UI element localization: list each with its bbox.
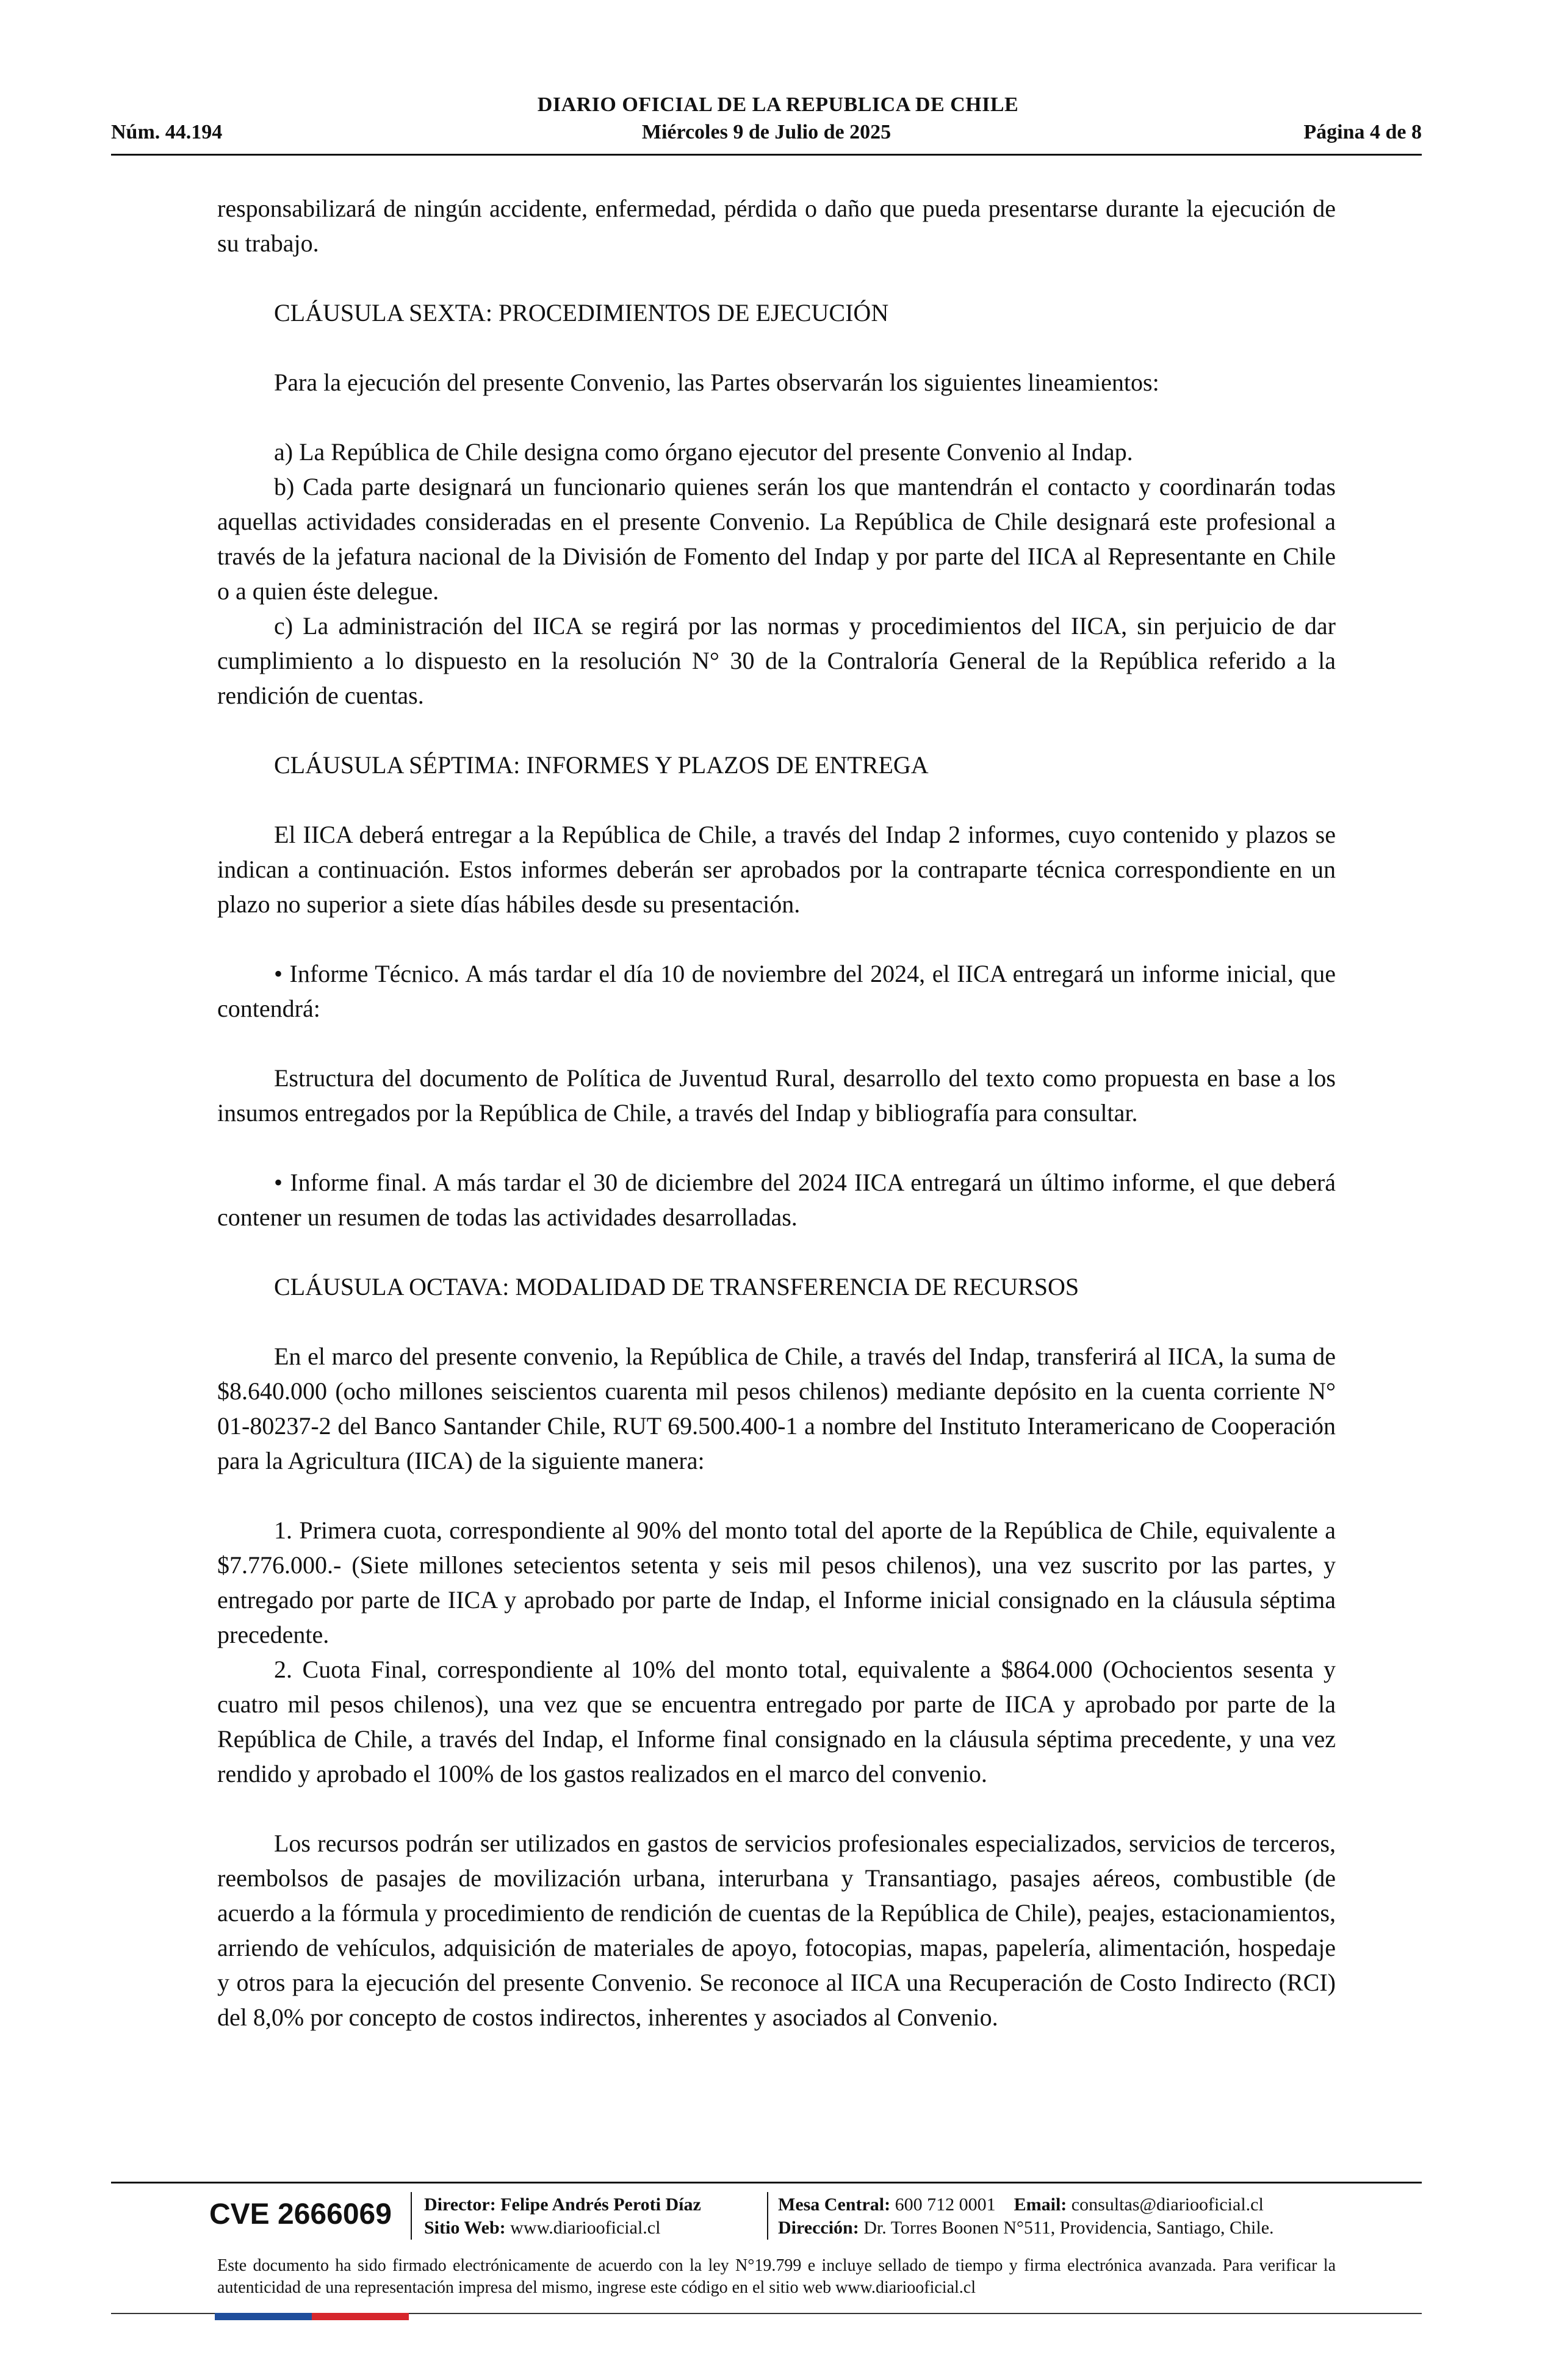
flag-red-stripe [312,2313,409,2320]
director-label: Director: [424,2194,496,2215]
clause-seven-heading: CLÁUSULA SÉPTIMA: INFORMES Y PLAZOS DE ENTREGA [274,751,929,779]
footer-divider [111,2182,1422,2183]
flag-blue-stripe [215,2313,312,2320]
clause-seven-intro: El IICA deberá entregar a la República de Chile, a través del Indap 2 informes, cuyo contenido y plazos se indican a continuación. Estos informes deberán ser aprobados por la contraparte técnica correspondiente en un plazo no superior a siete días hábiles desde su presentación. [217,821,1336,918]
header-divider [111,154,1422,156]
clause-seven-final-report: • Informe final. A más tardar el 30 de diciembre del 2024 IICA entregará un último informe, el que deberá contener un resumen de todas las actividades desarrolladas. [217,1169,1336,1231]
paragraph-continuation: responsabilizará de ningún accidente, enfermedad, pérdida o daño que pueda presentarse durante la ejecución de su trabajo. [217,195,1336,257]
clause-six-item-a: a) La República de Chile designa como órgano ejecutor del presente Convenio al Indap. [274,438,1133,466]
phone-number: 600 712 0001 [895,2194,996,2215]
footer-contact-column [778,2193,1274,2240]
document-body [217,191,1336,2035]
clause-seven-technical-report: • Informe Técnico. A más tardar el día 10 de noviembre del 2024, el IICA entregará un informe inicial, que contendrá: [217,960,1336,1022]
footer-separator [411,2192,412,2240]
footer-separator [767,2192,768,2240]
cve-code: CVE 2666069 [209,2198,392,2230]
newspaper-title: DIARIO OFICIAL DE LA REPUBLICA DE CHILE [537,93,1019,116]
footer-director-column [424,2193,701,2240]
clause-six-item-b: b) Cada parte designará un funcionario quienes serán los que mantendrán el contacto y coordinarán todas aquellas actividades consideradas en el presente Convenio. La República de Chile designará este profesional a través de la jefatura nacional de la División de Fomento del Indap y por parte del IICA al Representante en Chile o a quien éste delegue. [217,473,1336,605]
clause-six-intro: Para la ejecución del presente Convenio, las Partes observarán los siguientes lineamientos: [274,369,1159,396]
email-label: Email: [1014,2194,1067,2215]
address-label: Dirección: [778,2218,859,2238]
phone-label: Mesa Central: [778,2194,891,2215]
clause-eight-intro: En el marco del presente convenio, la República de Chile, a través del Indap, transferirá al IICA, la suma de $8.640.000 (ocho millones seiscientos cuarenta mil pesos chilenos) mediante depósito en la cuenta corriente N° 01-80237-2 del Banco Santander Chile, RUT 69.500.400-1 a nombre del Instituto Interamericano de Cooperación para la Agricultura (IICA) de la siguiente manera: [217,1343,1336,1474]
clause-eight-item-2: 2. Cuota Final, correspondiente al 10% del monto total, equivalente a $864.000 (Ochocientos sesenta y cuatro mil pesos chilenos), una vez que se encuentra entregado por parte de IICA y aprobado por parte de la República de Chile, a través del Indap, el Informe final consignado en la cláusula séptima precedente, y una vez rendido y aprobado el 100% de los gastos realizados en el marco del convenio. [217,1656,1336,1787]
website-label: Sitio Web: [424,2218,506,2238]
clause-seven-structure: Estructura del documento de Política de Juventud Rural, desarrollo del texto como propuesta en base a los insumos entregados por la República de Chile, a través del Indap y bibliografía para consultar. [217,1064,1336,1127]
issue-date: Miércoles 9 de Julio de 2025 [641,121,891,143]
address-text: Dr. Torres Boonen N°511, Providencia, Santiago, Chile. [863,2218,1274,2238]
clause-eight-heading: CLÁUSULA OCTAVA: MODALIDAD DE TRANSFERENCIA DE RECURSOS [274,1273,1079,1300]
flag-color-bar [215,2313,409,2320]
issue-number: Núm. 44.194 [111,121,223,143]
clause-eight-item-1: 1. Primera cuota, correspondiente al 90% del monto total del aporte de la República de Chile, equivalente a $7.776.000.- (Siete millones setecientos setenta y seis mil pesos chilenos), una vez suscrito por las partes, y entregado por parte de IICA y aprobado por parte de Indap, el Informe inicial consignado en la cláusula séptima precedente. [217,1516,1336,1648]
email-link[interactable]: consultas@diariooficial.cl [1071,2194,1264,2215]
clause-eight-resources: Los recursos podrán ser utilizados en gastos de servicios profesionales especializados, servicios de terceros, reembolsos de pasajes de movilización urbana, interurbana y Transantiago, pasajes aéreos, combustible (de acuerdo a la fórmula y procedimiento de rendición de cuentas de la República de Chile), peajes, estacionamientos, arriendo de vehículos, adquisición de materiales de apoyo, fotocopias, mapas, papelería, alimentación, hospedaje y otros para la ejecución del presente Convenio. Se reconoce al IICA una Recuperación de Costo Indirecto (RCI) del 8,0% por concepto de costos indirectos, inherentes y asociados al Convenio. [217,1830,1336,2031]
header-row [111,121,1422,146]
website-link[interactable]: www.diariooficial.cl [510,2218,661,2238]
clause-six-item-c: c) La administración del IICA se regirá por las normas y procedimientos del IICA, sin perjuicio de dar cumplimiento a lo dispuesto en la resolución N° 30 de la Contraloría General de la República referido a la rendición de cuentas. [217,612,1336,709]
legal-notice: Este documento ha sido firmado electrónicamente de acuerdo con la ley N°19.799 e incluye sellado de tiempo y firma electrónica avanzada. Para verificar la autenticidad de una representación impresa del mismo, ingrese este código en el sitio web www.diariooficial.cl [217,2256,1336,2297]
clause-six-heading: CLÁUSULA SEXTA: PROCEDIMIENTOS DE EJECUCIÓN [274,299,889,326]
page-indicator: Página 4 de 8 [1303,121,1422,143]
director-name: Felipe Andrés Peroti Díaz [500,2194,701,2215]
